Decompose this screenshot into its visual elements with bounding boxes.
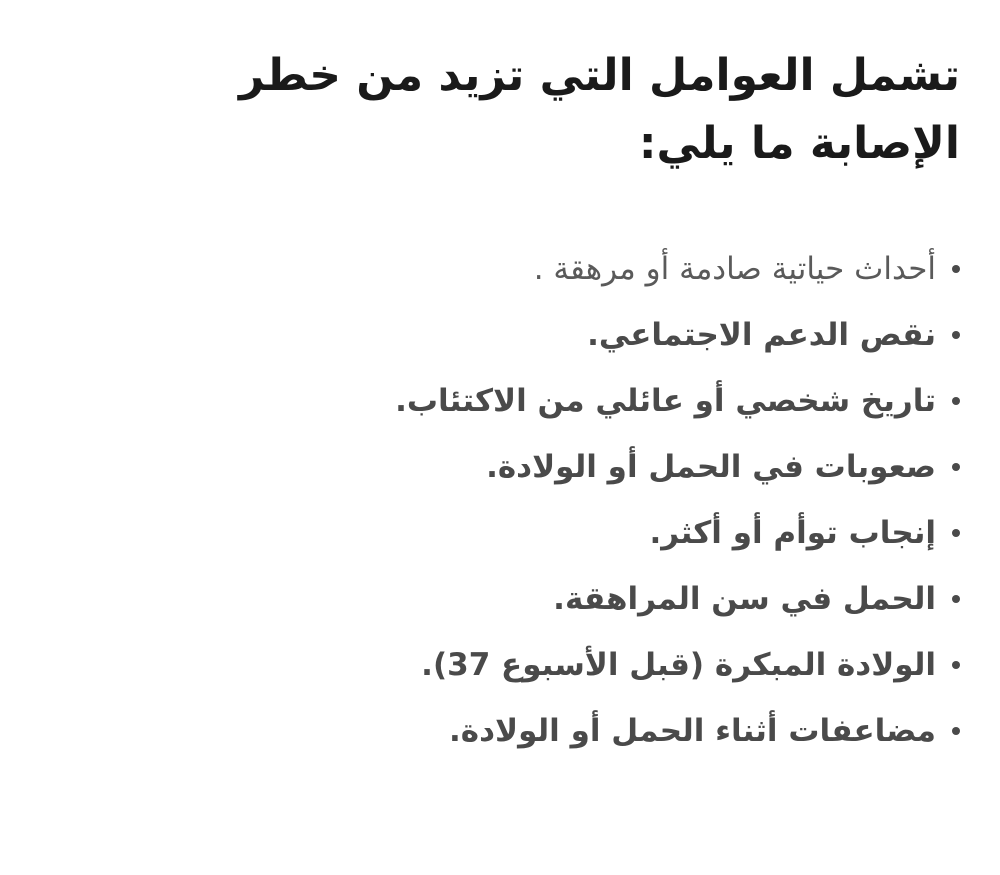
bullet-icon — [952, 529, 960, 537]
section-heading: تشمل العوامل التي تزيد من خطر الإصابة ما يلي: — [239, 50, 960, 169]
list-item-text: أحداث حياتية صادمة أو مرهقة . — [533, 251, 936, 287]
bullet-icon — [952, 331, 960, 339]
list-item — [40, 500, 960, 566]
list-item-text: صعوبات في الحمل أو الولادة. — [486, 449, 936, 485]
list-item — [40, 368, 960, 434]
bullet-icon — [952, 397, 960, 405]
bullet-icon — [952, 727, 960, 735]
bullet-icon — [952, 595, 960, 603]
list-item-text: الحمل في سن المراهقة. — [553, 581, 936, 617]
list-item — [40, 236, 960, 302]
list-item — [40, 632, 960, 698]
list-item-text: تاريخ شخصي أو عائلي من الاكتئاب. — [395, 383, 936, 419]
bullet-icon — [952, 661, 960, 669]
risk-factor-list — [40, 236, 960, 764]
list-item-text: نقص الدعم الاجتماعي. — [587, 317, 936, 353]
bullet-icon — [952, 265, 960, 273]
list-item-text: مضاعفات أثناء الحمل أو الولادة. — [449, 713, 936, 749]
list-item — [40, 434, 960, 500]
list-item-text: إنجاب توأم أو أكثر. — [649, 515, 936, 551]
list-item-text: الولادة المبكرة (قبل الأسبوع 37). — [421, 647, 936, 683]
list-item — [40, 302, 960, 368]
bullet-icon — [952, 463, 960, 471]
list-item — [40, 566, 960, 632]
list-item — [40, 698, 960, 764]
